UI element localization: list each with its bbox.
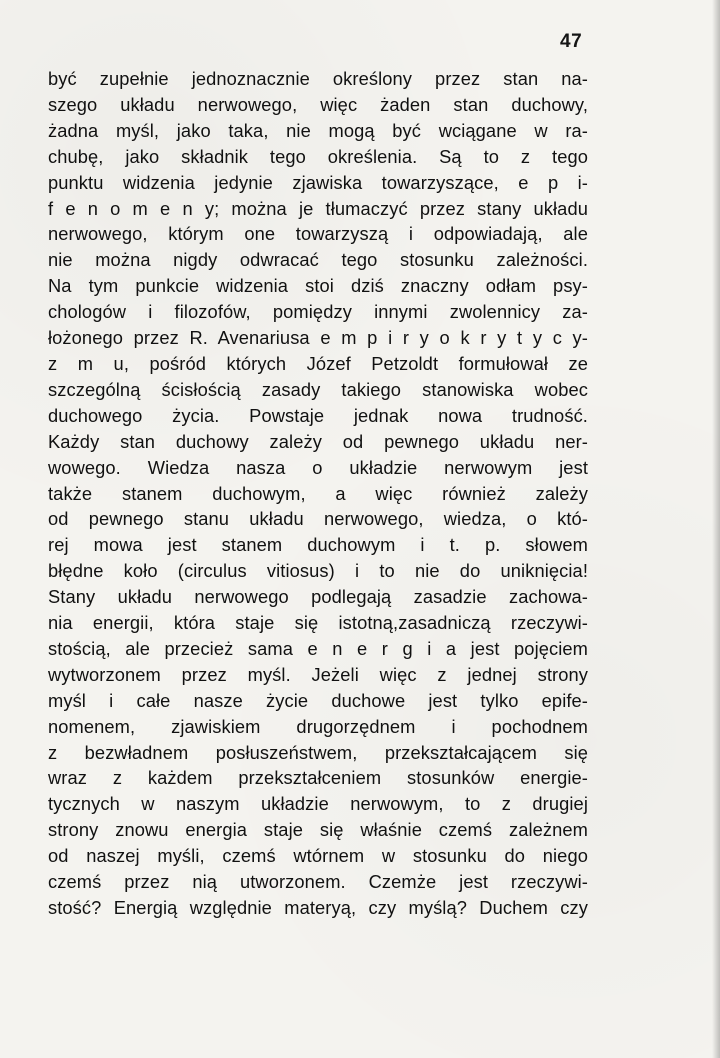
text-line: wytworzonem przez myśl. Jeżeli więc z jednej strony: [48, 663, 588, 685]
text-line: strony znowu energia staje się właśnie czemś zależnem: [48, 819, 588, 841]
text-line: stością, ale przecież sama e n e r g i a jest pojęciem: [48, 637, 588, 659]
text-line: z bezwładnem posłuszeństwem, przekształcającem się: [48, 741, 588, 763]
text-line: stość? Energią względnie materyą, czy myślą? Duchem czy: [48, 897, 588, 918]
text-line: nerwowego, którym one towarzyszą i odpowiadają, ale: [48, 223, 588, 245]
text-line: Każdy stan duchowy zależy od pewnego układu ner-: [48, 430, 588, 452]
text-line: żadna myśl, jako taka, nie mogą być wciągane w ra-: [48, 119, 588, 141]
page-number: 47: [560, 31, 583, 52]
text-line: szego układu nerwowego, więc żaden stan duchowy,: [48, 93, 588, 115]
body-text: [48, 66, 588, 921]
text-line: punktu widzenia jedynie zjawiska towarzyszące, e p i-: [48, 171, 588, 193]
text-line: rej mowa jest stanem duchowym i t. p. słowem: [48, 534, 588, 556]
text-line: czemś przez nią utworzonem. Czemże jest rzeczywi-: [48, 871, 588, 893]
text-line: także stanem duchowym, a więc również zależy: [48, 482, 588, 504]
text-line: chologów i filozofów, pomiędzy innymi zwolennicy za-: [48, 301, 588, 323]
text-line: nie można nigdy odwracać tego stosunku zależności.: [48, 249, 588, 271]
text-line: Na tym punkcie widzenia stoi dziś znaczny odłam psy-: [48, 275, 588, 297]
text-line: od pewnego stanu układu nerwowego, wiedza, o któ-: [48, 508, 588, 530]
text-line: wraz z każdem przekształceniem stosunków energie-: [48, 767, 588, 789]
page-edge-shadow: [712, 0, 720, 1058]
text-line: od naszej myśli, czemś wtórnem w stosunku do niego: [48, 845, 588, 867]
text-line: łożonego przez R. Avenariusa e m p i r y o k r y t y c y-: [48, 327, 588, 349]
text-line: tycznych w naszym układzie nerwowym, to z drugiej: [48, 793, 588, 815]
text-line: nia energii, która staje się istotną,zasadniczą rzeczywi-: [48, 612, 588, 634]
text-line: szczególną ścisłością zasady takiego stanowiska wobec: [48, 378, 588, 400]
text-line: z m u, pośród których Józef Petzoldt formułował ze: [48, 352, 588, 374]
text-line: nomenem, zjawiskiem drugorzędnem i pochodnem: [48, 715, 588, 737]
text-line: błędne koło (circulus vitiosus) i to nie do uniknięcia!: [48, 560, 588, 582]
text-line: być zupełnie jednoznacznie określony przez stan na-: [48, 68, 588, 89]
text-line: f e n o m e n y; można je tłumaczyć przez stany układu: [48, 197, 588, 219]
text-line: myśl i całe nasze życie duchowe jest tylko epife-: [48, 689, 588, 711]
text-line: Stany układu nerwowego podlegają zasadzie zachowa-: [48, 586, 588, 608]
text-line: duchowego życia. Powstaje jednak nowa trudność.: [48, 404, 588, 426]
text-line: chubę, jako składnik tego określenia. Są to z tego: [48, 145, 588, 167]
text-line: wowego. Wiedza nasza o układzie nerwowym jest: [48, 456, 588, 478]
